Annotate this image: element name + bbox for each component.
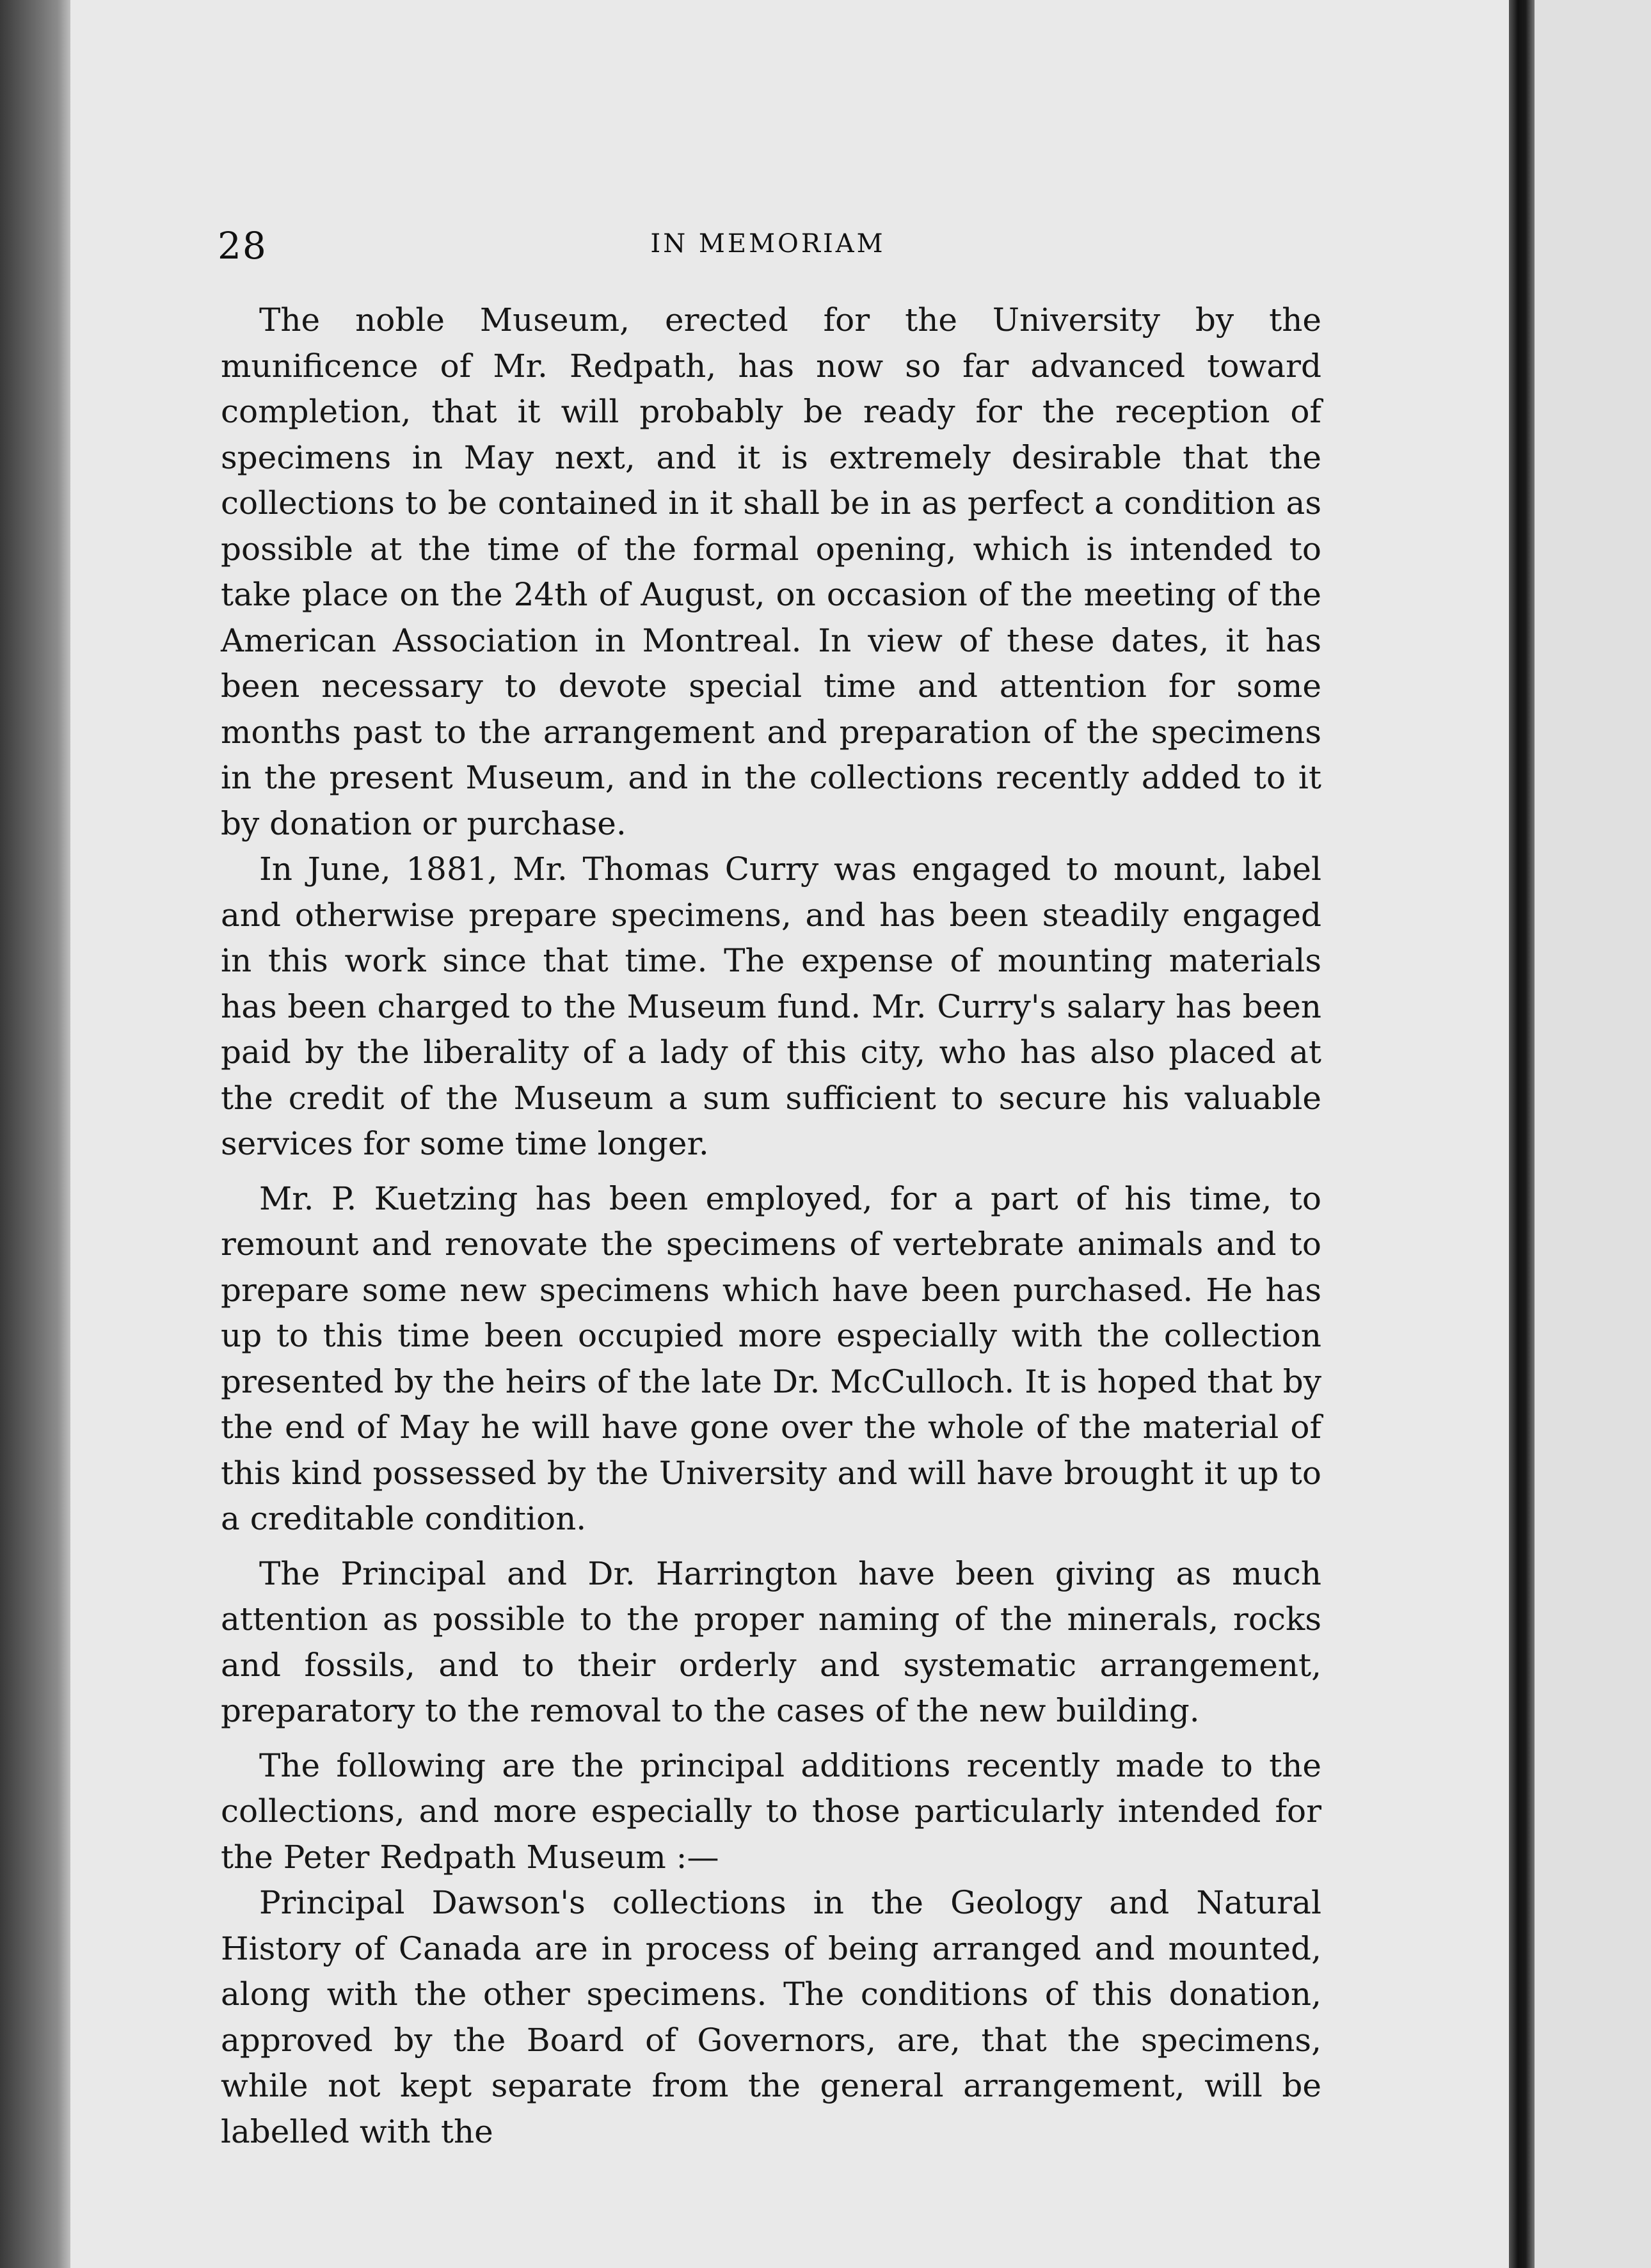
facing-page-edge bbox=[1535, 0, 1651, 2268]
paragraph-principal: The Principal and Dr. Harrington have been giving as much attention as possible to the proper naming of the minerals, rocks and fossils, and to their orderly and systematic arrangement, preparatory to the removal to the cases of the new building. bbox=[221, 1554, 1321, 1729]
body-text bbox=[221, 298, 1321, 2155]
paragraph-museum: The noble Museum, erected for the University by the munificence of Mr. Redpath, has now so far advanced toward completion, that it will probably be ready for the reception of specimens in May next, and it is extremely desirable that the collections to be contained in it shall be in as perfect a condition as possible at the time of the formal opening, which is intended to take place on the 24th of August, on occasion of the meeting of the American Association in Montreal. In view of these dates, it has been necessary to devote special time and attention for some months past to the arrangement and preparation of the specimens in the present Museum, and in the collections recently added to it by donation or purchase. bbox=[221, 301, 1321, 842]
paragraph-dawson: Principal Dawson's collections in the Geology and Natural History of Canada are in process of being arranged and mounted, along with the other specimens. The conditions of this donation, approved by the Board of Governors, are, that the specimens, while not kept separate from the general arrangement, will be labelled with the bbox=[221, 1884, 1321, 2150]
running-title: IN MEMORIAM bbox=[650, 229, 886, 259]
page-number: 28 bbox=[218, 224, 267, 268]
book-binding-edge bbox=[1509, 0, 1535, 2268]
paragraph-kuetzing: Mr. P. Kuetzing has been employed, for a part of his time, to remount and renovate the specimens of vertebrate animals and to prepare some new specimens which have been purchased. He has up to this time been occupied more especially with the collection presented by the heirs of the late Dr. McCulloch. It is hoped that by the end of May he will have gone over the whole of the material of this kind possessed by the University and will have brought it up to a creditable condition. bbox=[221, 1179, 1321, 1537]
paragraph-curry: In June, 1881, Mr. Thomas Curry was engaged to mount, label and otherwise prepare specimens, and has been steadily engaged in this work since that time. The expense of mounting materials has been charged to the Museum fund. Mr. Curry's salary has been paid by the liberality of a lady of this city, who has also placed at the credit of the Museum a sum sufficient to secure his valuable services for some time longer. bbox=[221, 850, 1321, 1162]
paragraph-additions: The following are the principal additions recently made to the collections, and more especially to those particularly intended for the Peter Redpath Museum :— bbox=[221, 1746, 1321, 1876]
page-header bbox=[218, 224, 1318, 282]
